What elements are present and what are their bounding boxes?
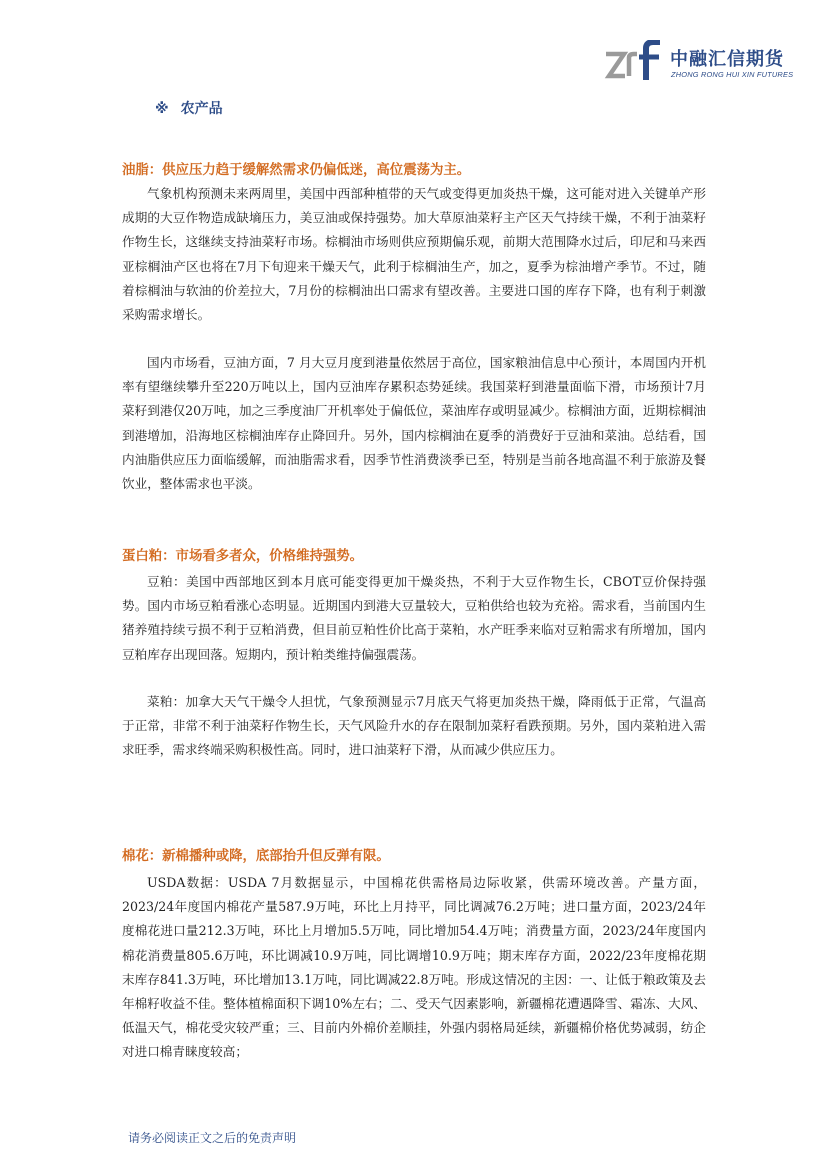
zrf-logo-icon bbox=[604, 40, 662, 82]
logo-english-name: ZHONG RONG HUI XIN FUTURES bbox=[671, 70, 794, 79]
section-title bbox=[155, 98, 223, 118]
oils-paragraph-2: 国内市场看，豆油方面，7 月大豆月度到港量依然居于高位，国家粮油信息中心预计，本周国内开机率有望继续攀升至220万吨以上，国内豆油库存累积态势延续。我国菜籽到港量面临下滑，市场预计7月菜籽到港仅20万吨，加之三季度油厂开机率处于偏低位，菜油库存或明显减少。棕榈油方面，近期棕榈油到港增加，沿海地区棕榈油库存止降回升。另外，国内棕榈油在夏季的消费好于豆油和菜油。总结看，国内油脂供应压力面临缓解，而油脂需求看，因季节性消费淡季已至，特别是当前各地高温不利于旅游及餐饮业，整体需求也平淡。 bbox=[122, 355, 706, 492]
logo-chinese-name: 中融汇信期货 bbox=[670, 49, 784, 70]
reference-mark: ※ bbox=[155, 101, 169, 117]
oils-heading: 油脂：供应压力趋于缓解然需求仍偏低迷，高位震荡为主。 bbox=[122, 163, 471, 178]
meal-paragraph-1: 豆粕：美国中西部地区到本月底可能变得更加干燥炎热，不利于大豆作物生长，CBOT豆价保持强势。国内市场豆粕看涨心态明显。近期国内到港大豆量较大，豆粕供给也较为充裕。需求看，当前国内生猪养殖持续亏损不利于豆粕消费，但目前豆粕性价比高于菜粕，水产旺季来临对豆粕需求有所增加，国内豆粕库存出现回落。短期内，预计粕类维持偏强震荡。 bbox=[122, 574, 706, 662]
section-title-text: 农产品 bbox=[180, 101, 223, 117]
cotton-heading: 棉花：新棉播种或降，底部抬升但反弹有限。 bbox=[122, 849, 390, 864]
oils-paragraph-1: 气象机构预测未来两周里，美国中西部种植带的天气或变得更加炎热干燥，这可能对进入关键单产形成期的大豆作物造成缺墒压力，美豆油或保持强势。加大草原油菜籽主产区天气持续干燥，不利于油菜籽作物生长，这继续支持油菜籽市场。棕榈油市场则供应预期偏乐观，前期大范围降水过后，印尼和马来西亚棕榈油产区也将在7月下旬迎来干燥天气，此利于棕榈油生产，加之，夏季为棕油增产季节。不过，随着棕榈油与软油的价差拉大，7月份的棕榈油出口需求有望改善。主要进口国的库存下降，也有利于刺激采购需求增长。 bbox=[122, 186, 706, 323]
meal-paragraph-2: 菜粕：加拿大天气干燥令人担忧，气象预测显示7月底天气将更加炎热干燥，降雨低于正常，气温高于正常，非常不利于油菜籽作物生长，天气风险升水的存在限制加菜籽看跌预期。另外，国内菜粕进入需求旺季，需求终端采购积极性高。同时，进口油菜籽下滑，从而减少供应压力。 bbox=[122, 694, 706, 758]
company-logo bbox=[604, 40, 804, 84]
cotton-paragraph-1: USDA数据：USDA 7月数据显示，中国棉花供需格局边际收紧，供需环境改善。产量方面，2023/24年度国内棉花产量587.9万吨，环比上月持平，同比调减76.2万吨；进口量方面，2023/24年度棉花进口量212.3万吨，环比上月增加5.5万吨，同比增加54.4万吨；消费量方面，2023/24年度国内棉花消费量805.6万吨，环比调减10.9万吨，同比调增10.9万吨；期末库存方面，2022/23年度棉花期末库存841.3万吨，环比增加13.1万吨，同比调减22.8万吨。形成这情况的主因：一、让低于粮政策及去年棉籽收益不佳。整体植棉面积下调10%左右；二、受天气因素影响，新疆棉花遭遇降雪、霜冻、大风、低温天气，棉花受灾较严重；三、目前内外棉价差顺挂，外强内弱格局延续，新疆棉价格优势减弱，纺企对进口棉青睐度较高； bbox=[122, 875, 706, 1060]
disclaimer-note: 请务必阅读正文之后的免责声明 bbox=[128, 1131, 297, 1145]
meal-heading: 蛋白粕：市场看多者众，价格维持强势。 bbox=[122, 549, 364, 564]
